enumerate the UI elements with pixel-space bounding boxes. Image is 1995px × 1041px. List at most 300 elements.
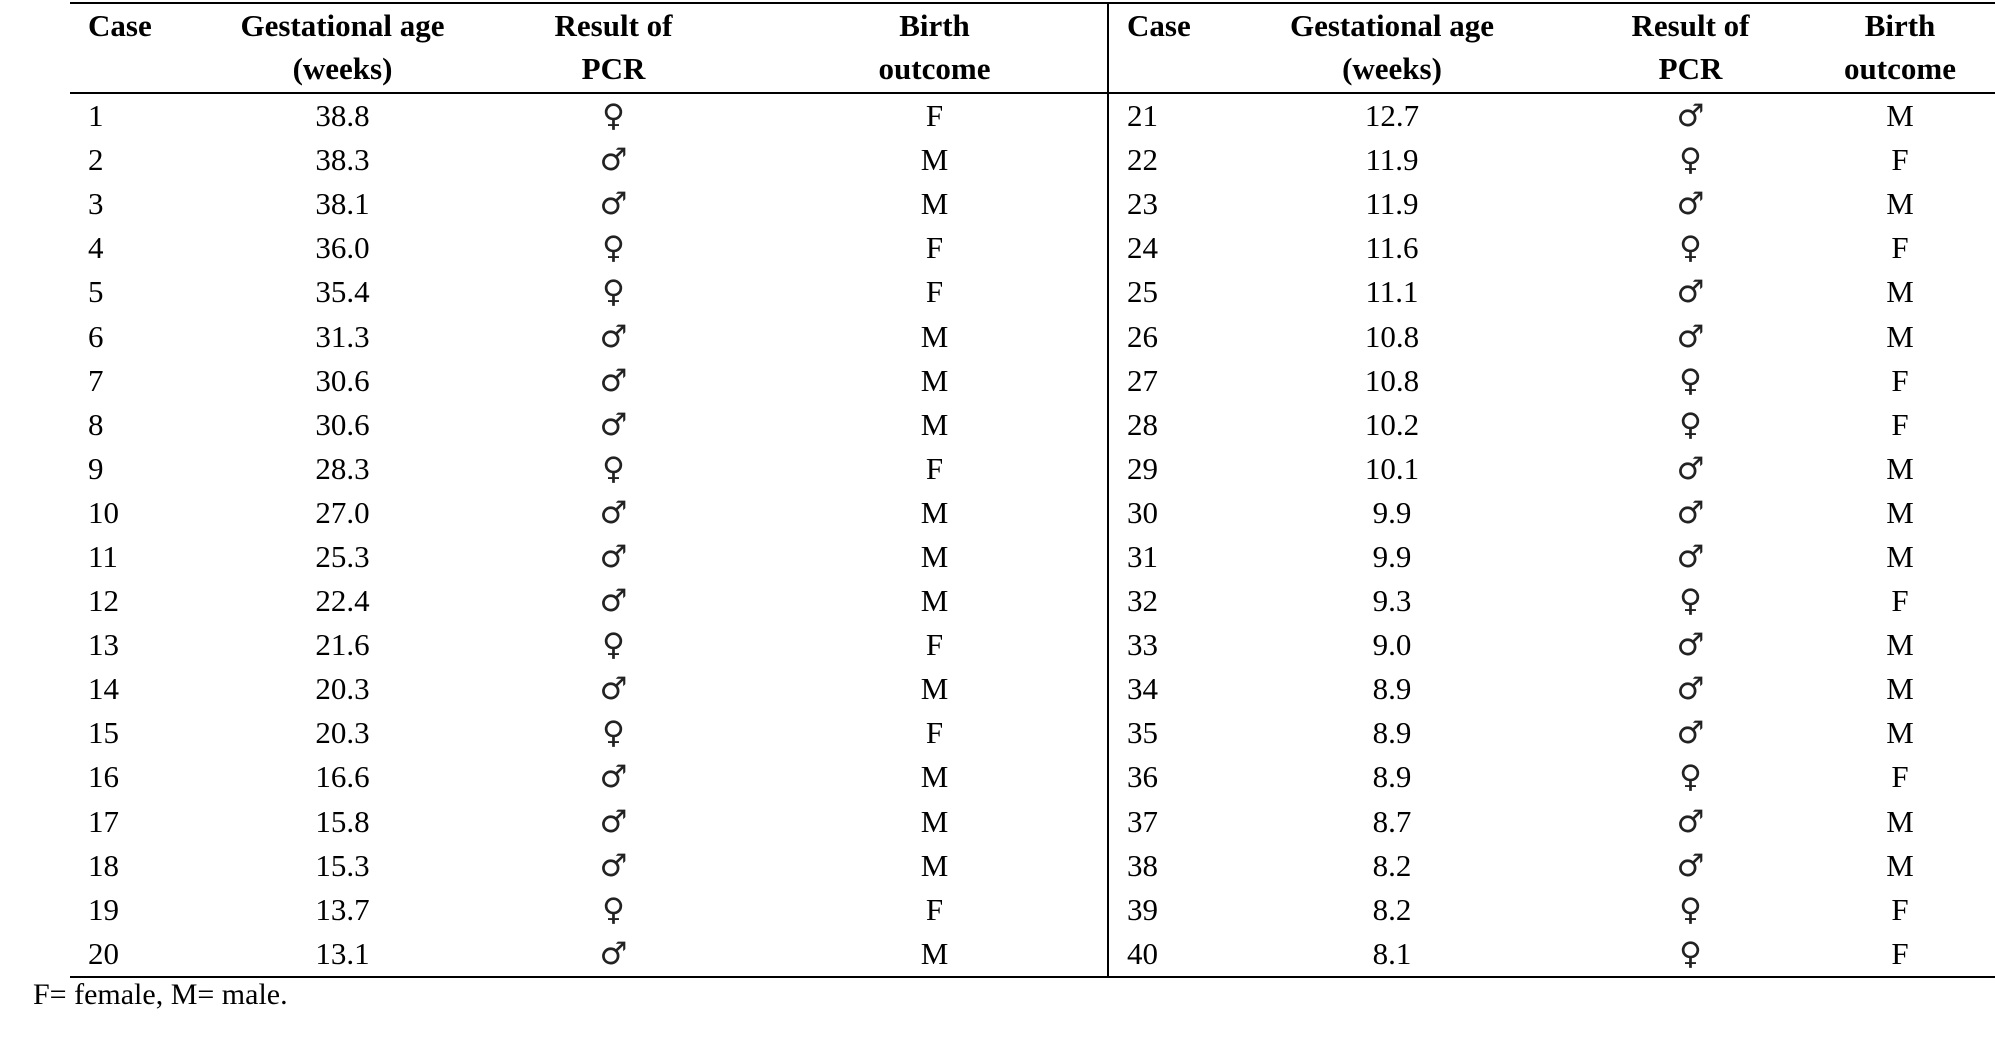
- cell-pcr-result-right: [1576, 623, 1805, 667]
- cell-birth-outcome-right: [1805, 491, 1995, 535]
- cell-case-value: 37: [1127, 803, 1158, 839]
- cell-birth-outcome-value: F: [1891, 935, 1909, 971]
- cell-pcr-result-right: [1576, 359, 1805, 403]
- male-symbol-icon: ♂: [599, 406, 628, 443]
- cell-gestational-age-left: [220, 138, 465, 182]
- cell-gestational-age-right: [1208, 447, 1576, 491]
- cell-gestational-age-value: 13.7: [315, 891, 370, 927]
- cell-case-value: 2: [88, 142, 104, 178]
- cell-pcr-result-left: [465, 844, 762, 888]
- cell-gestational-age-right: [1208, 800, 1576, 844]
- male-symbol-icon: ♂: [599, 847, 628, 884]
- cell-case-left: [70, 535, 220, 579]
- cell-birth-outcome-value: M: [1886, 538, 1914, 574]
- cell-gestational-age-value: 36.0: [315, 230, 370, 266]
- cell-gestational-age-right: [1208, 888, 1576, 932]
- cell-case-value: 36: [1127, 759, 1158, 795]
- cell-pcr-result-left: [465, 93, 762, 138]
- cell-gestational-age-right: [1208, 932, 1576, 977]
- table-row: [70, 844, 1995, 888]
- cell-birth-outcome-value: F: [925, 715, 944, 751]
- cell-birth-outcome-right: [1805, 800, 1995, 844]
- cell-gestational-age-left: [220, 623, 465, 667]
- cell-gestational-age-value: 15.3: [315, 847, 370, 883]
- cell-gestational-age-right: [1208, 623, 1576, 667]
- table-row: [70, 800, 1995, 844]
- cell-gestational-age-right: [1208, 711, 1576, 755]
- cell-birth-outcome-left: [762, 623, 1108, 667]
- cell-birth-outcome-value: M: [920, 759, 949, 795]
- cell-gestational-age-left: [220, 932, 465, 977]
- cell-gestational-age-right: [1208, 314, 1576, 358]
- cell-case-left: [70, 93, 220, 138]
- cell-gestational-age-right: [1208, 359, 1576, 403]
- cell-birth-outcome-left: [762, 226, 1108, 270]
- table-row: [70, 711, 1995, 755]
- header-case-right: [1108, 3, 1208, 93]
- cell-gestational-age-value: 13.1: [315, 935, 370, 971]
- cell-birth-outcome-right: [1805, 755, 1995, 799]
- cell-pcr-result-right: [1576, 800, 1805, 844]
- cell-case-value: 21: [1127, 98, 1158, 134]
- cell-birth-outcome-right: [1805, 270, 1995, 314]
- cell-gestational-age-right: [1208, 138, 1576, 182]
- cell-birth-outcome-left: [762, 667, 1108, 711]
- cell-case-value: 22: [1127, 142, 1158, 178]
- male-symbol-icon: ♂: [1676, 318, 1705, 355]
- cell-pcr-result-right: [1576, 447, 1805, 491]
- cell-pcr-result-right: [1576, 182, 1805, 226]
- cell-pcr-result-left: [465, 138, 762, 182]
- cell-birth-outcome-value: M: [920, 406, 949, 442]
- cell-gestational-age-left: [220, 314, 465, 358]
- cell-gestational-age-left: [220, 93, 465, 138]
- cell-case-value: 31: [1127, 538, 1158, 574]
- cell-case-value: 29: [1127, 450, 1158, 486]
- male-symbol-icon: ♂: [599, 759, 628, 796]
- cell-birth-outcome-left: [762, 182, 1108, 226]
- table-row: [70, 314, 1995, 358]
- cell-birth-outcome-value: M: [1886, 98, 1914, 134]
- cell-gestational-age-left: [220, 844, 465, 888]
- male-symbol-icon: ♂: [1676, 847, 1705, 884]
- female-symbol-icon: ♀: [1679, 230, 1702, 267]
- header-case-label: Case: [88, 8, 152, 43]
- cell-gestational-age-value: 10.2: [1364, 406, 1420, 442]
- male-symbol-icon: ♂: [1676, 627, 1705, 664]
- cell-pcr-result-right: [1576, 93, 1805, 138]
- cell-case-value: 30: [1127, 494, 1158, 530]
- cell-birth-outcome-right: [1805, 844, 1995, 888]
- cell-pcr-result-left: [465, 579, 762, 623]
- cell-gestational-age-value: 8.2: [1372, 847, 1412, 883]
- cell-gestational-age-value: 38.1: [315, 186, 370, 222]
- cell-birth-outcome-value: M: [1886, 494, 1914, 530]
- cell-birth-outcome-value: M: [920, 142, 949, 178]
- table-footnote: F= female, M= male.: [33, 978, 288, 1011]
- cell-gestational-age-left: [220, 888, 465, 932]
- cell-birth-outcome-value: M: [1886, 450, 1914, 486]
- cell-case-left: [70, 182, 220, 226]
- cell-case-right: [1108, 800, 1208, 844]
- cell-birth-outcome-value: F: [925, 98, 944, 134]
- table-row: [70, 403, 1995, 447]
- cell-gestational-age-left: [220, 755, 465, 799]
- cell-birth-outcome-value: F: [1891, 142, 1909, 178]
- cell-case-value: 33: [1127, 627, 1158, 663]
- table-row: [70, 447, 1995, 491]
- cell-gestational-age-right: [1208, 270, 1576, 314]
- cell-birth-outcome-left: [762, 535, 1108, 579]
- header-birth-line2: outcome: [878, 51, 991, 86]
- cell-case-left: [70, 491, 220, 535]
- cell-gestational-age-value: 21.6: [315, 627, 370, 663]
- cell-birth-outcome-value: M: [1886, 803, 1914, 839]
- table-body: [70, 93, 1995, 977]
- cell-pcr-result-left: [465, 711, 762, 755]
- cell-birth-outcome-value: M: [920, 583, 949, 619]
- cell-case-value: 28: [1127, 406, 1158, 442]
- female-symbol-icon: ♀: [1679, 362, 1702, 399]
- cell-pcr-result-left: [465, 800, 762, 844]
- cell-birth-outcome-value: M: [920, 935, 949, 971]
- cell-gestational-age-value: 30.6: [315, 406, 370, 442]
- header-gest-line2: (weeks): [292, 51, 393, 86]
- pcr-results-table: [70, 2, 1995, 978]
- cell-birth-outcome-right: [1805, 182, 1995, 226]
- cell-birth-outcome-value: F: [1891, 406, 1909, 442]
- cell-birth-outcome-right: [1805, 138, 1995, 182]
- table-row: [70, 270, 1995, 314]
- cell-case-value: 18: [88, 847, 119, 883]
- male-symbol-icon: ♂: [599, 186, 628, 223]
- cell-birth-outcome-value: F: [925, 450, 944, 486]
- cell-gestational-age-right: [1208, 491, 1576, 535]
- cell-gestational-age-value: 31.3: [315, 318, 370, 354]
- cell-pcr-result-right: [1576, 535, 1805, 579]
- cell-pcr-result-right: [1576, 755, 1805, 799]
- cell-case-value: 38: [1127, 847, 1158, 883]
- female-symbol-icon: ♀: [602, 450, 625, 487]
- cell-gestational-age-value: 8.9: [1372, 759, 1412, 795]
- cell-case-value: 4: [88, 230, 104, 266]
- cell-gestational-age-left: [220, 800, 465, 844]
- cell-pcr-result-right: [1576, 711, 1805, 755]
- cell-birth-outcome-right: [1805, 623, 1995, 667]
- header-case-label: Case: [1127, 8, 1191, 43]
- cell-case-value: 20: [88, 935, 119, 971]
- cell-gestational-age-value: 11.6: [1365, 230, 1419, 266]
- cell-case-right: [1108, 270, 1208, 314]
- cell-birth-outcome-right: [1805, 932, 1995, 977]
- female-symbol-icon: ♀: [602, 274, 625, 311]
- cell-pcr-result-right: [1576, 270, 1805, 314]
- header-gestational-age-left: [220, 3, 465, 93]
- table-header: [70, 3, 1995, 93]
- cell-birth-outcome-left: [762, 932, 1108, 977]
- cell-case-right: [1108, 182, 1208, 226]
- cell-gestational-age-left: [220, 447, 465, 491]
- cell-case-value: 5: [88, 274, 104, 310]
- cell-gestational-age-value: 8.1: [1372, 935, 1412, 971]
- cell-case-value: 7: [88, 362, 104, 398]
- cell-gestational-age-right: [1208, 226, 1576, 270]
- cell-case-value: 32: [1127, 583, 1158, 619]
- cell-birth-outcome-left: [762, 888, 1108, 932]
- female-symbol-icon: ♀: [602, 891, 625, 928]
- cell-case-value: 3: [88, 186, 104, 222]
- cell-birth-outcome-right: [1805, 579, 1995, 623]
- cell-gestational-age-right: [1208, 844, 1576, 888]
- cell-case-left: [70, 844, 220, 888]
- cell-case-right: [1108, 755, 1208, 799]
- cell-case-value: 15: [88, 715, 119, 751]
- header-birth-line1: Birth: [899, 8, 970, 43]
- cell-gestational-age-value: 9.9: [1372, 494, 1412, 530]
- cell-pcr-result-left: [465, 535, 762, 579]
- header-gest-line1: Gestational age: [240, 8, 445, 43]
- cell-birth-outcome-value: M: [920, 494, 949, 530]
- female-symbol-icon: ♀: [602, 627, 625, 664]
- cell-case-right: [1108, 491, 1208, 535]
- header-pcr-right: [1576, 3, 1805, 93]
- cell-birth-outcome-right: [1805, 359, 1995, 403]
- cell-gestational-age-right: [1208, 667, 1576, 711]
- cell-birth-outcome-left: [762, 579, 1108, 623]
- cell-birth-outcome-value: M: [920, 803, 949, 839]
- cell-gestational-age-value: 38.3: [315, 142, 370, 178]
- cell-birth-outcome-left: [762, 270, 1108, 314]
- cell-gestational-age-left: [220, 667, 465, 711]
- cell-case-value: 10: [88, 494, 119, 530]
- table-row: [70, 226, 1995, 270]
- male-symbol-icon: ♂: [599, 318, 628, 355]
- cell-pcr-result-left: [465, 403, 762, 447]
- cell-gestational-age-value: 38.8: [315, 98, 370, 134]
- cell-birth-outcome-value: M: [1886, 847, 1914, 883]
- cell-case-value: 9: [88, 450, 104, 486]
- cell-case-value: 12: [88, 583, 119, 619]
- cell-birth-outcome-value: F: [925, 274, 944, 310]
- cell-case-value: 17: [88, 803, 119, 839]
- cell-birth-outcome-left: [762, 491, 1108, 535]
- cell-case-right: [1108, 93, 1208, 138]
- cell-pcr-result-left: [465, 667, 762, 711]
- cell-case-right: [1108, 138, 1208, 182]
- cell-gestational-age-value: 20.3: [315, 671, 370, 707]
- cell-birth-outcome-left: [762, 447, 1108, 491]
- cell-case-left: [70, 800, 220, 844]
- cell-pcr-result-left: [465, 623, 762, 667]
- cell-gestational-age-left: [220, 226, 465, 270]
- header-pcr-line1: Result of: [554, 8, 673, 43]
- cell-case-left: [70, 226, 220, 270]
- header-gest-line1: Gestational age: [1289, 8, 1495, 43]
- header-pcr-left: [465, 3, 762, 93]
- cell-case-right: [1108, 579, 1208, 623]
- cell-pcr-result-left: [465, 932, 762, 977]
- cell-birth-outcome-value: M: [920, 671, 949, 707]
- cell-gestational-age-left: [220, 711, 465, 755]
- male-symbol-icon: ♂: [599, 583, 628, 620]
- cell-birth-outcome-right: [1805, 403, 1995, 447]
- cell-pcr-result-right: [1576, 491, 1805, 535]
- cell-case-value: 40: [1127, 935, 1158, 971]
- cell-case-value: 14: [88, 671, 119, 707]
- cell-pcr-result-left: [465, 182, 762, 226]
- cell-birth-outcome-value: F: [925, 230, 944, 266]
- cell-gestational-age-left: [220, 182, 465, 226]
- cell-birth-outcome-value: F: [925, 891, 944, 927]
- table-row: [70, 755, 1995, 799]
- cell-case-right: [1108, 932, 1208, 977]
- table-row: [70, 888, 1995, 932]
- male-symbol-icon: ♂: [599, 362, 628, 399]
- cell-gestational-age-value: 9.9: [1372, 538, 1412, 574]
- cell-case-value: 1: [88, 98, 104, 134]
- cell-birth-outcome-value: M: [920, 318, 949, 354]
- pcr-results-table-container: [70, 2, 1995, 978]
- cell-pcr-result-left: [465, 314, 762, 358]
- cell-gestational-age-value: 10.8: [1364, 362, 1420, 398]
- cell-birth-outcome-right: [1805, 888, 1995, 932]
- cell-birth-outcome-value: F: [1891, 891, 1909, 927]
- header-birth-outcome-left: [762, 3, 1108, 93]
- male-symbol-icon: ♂: [1676, 450, 1705, 487]
- cell-case-left: [70, 711, 220, 755]
- male-symbol-icon: ♂: [1676, 538, 1705, 575]
- table-row: [70, 182, 1995, 226]
- cell-birth-outcome-value: F: [1891, 362, 1909, 398]
- cell-birth-outcome-value: M: [920, 186, 949, 222]
- cell-case-right: [1108, 314, 1208, 358]
- cell-birth-outcome-value: M: [1886, 627, 1914, 663]
- cell-case-right: [1108, 359, 1208, 403]
- cell-case-right: [1108, 226, 1208, 270]
- cell-case-left: [70, 623, 220, 667]
- header-birth-line1: Birth: [1864, 8, 1936, 43]
- female-symbol-icon: ♀: [1679, 759, 1702, 796]
- cell-birth-outcome-left: [762, 755, 1108, 799]
- female-symbol-icon: ♀: [602, 230, 625, 267]
- cell-case-value: 27: [1127, 362, 1158, 398]
- cell-gestational-age-right: [1208, 535, 1576, 579]
- cell-birth-outcome-left: [762, 844, 1108, 888]
- male-symbol-icon: ♂: [1676, 671, 1705, 708]
- male-symbol-icon: ♂: [1676, 186, 1705, 223]
- cell-birth-outcome-left: [762, 800, 1108, 844]
- header-birth-outcome-right: [1805, 3, 1995, 93]
- cell-case-left: [70, 447, 220, 491]
- cell-gestational-age-right: [1208, 93, 1576, 138]
- male-symbol-icon: ♂: [1676, 494, 1705, 531]
- table-row: [70, 138, 1995, 182]
- cell-gestational-age-value: 8.9: [1372, 671, 1412, 707]
- cell-case-right: [1108, 535, 1208, 579]
- cell-gestational-age-value: 8.2: [1372, 891, 1412, 927]
- cell-gestational-age-value: 11.1: [1365, 274, 1419, 310]
- cell-case-right: [1108, 711, 1208, 755]
- cell-case-left: [70, 314, 220, 358]
- cell-birth-outcome-value: M: [1886, 318, 1914, 354]
- cell-case-right: [1108, 623, 1208, 667]
- cell-case-value: 8: [88, 406, 104, 442]
- cell-case-value: 25: [1127, 274, 1158, 310]
- female-symbol-icon: ♀: [1679, 406, 1702, 443]
- cell-case-value: 39: [1127, 891, 1158, 927]
- cell-gestational-age-value: 28.3: [315, 450, 370, 486]
- cell-birth-outcome-value: M: [1886, 715, 1914, 751]
- cell-gestational-age-right: [1208, 182, 1576, 226]
- male-symbol-icon: ♂: [599, 671, 628, 708]
- table-row: [70, 535, 1995, 579]
- cell-case-value: 13: [88, 627, 119, 663]
- cell-gestational-age-value: 16.6: [315, 759, 370, 795]
- cell-gestational-age-value: 12.7: [1364, 98, 1420, 134]
- male-symbol-icon: ♂: [1676, 715, 1705, 752]
- cell-case-left: [70, 403, 220, 447]
- cell-case-right: [1108, 403, 1208, 447]
- cell-gestational-age-left: [220, 270, 465, 314]
- cell-gestational-age-value: 10.1: [1364, 450, 1420, 486]
- cell-birth-outcome-right: [1805, 535, 1995, 579]
- cell-gestational-age-value: 15.8: [315, 803, 370, 839]
- cell-gestational-age-value: 11.9: [1365, 142, 1419, 178]
- table-row: [70, 623, 1995, 667]
- cell-gestational-age-value: 9.0: [1372, 627, 1412, 663]
- cell-birth-outcome-left: [762, 711, 1108, 755]
- cell-pcr-result-left: [465, 888, 762, 932]
- cell-case-value: 35: [1127, 715, 1158, 751]
- cell-gestational-age-value: 27.0: [315, 494, 370, 530]
- cell-pcr-result-right: [1576, 667, 1805, 711]
- header-pcr-line2: PCR: [581, 51, 646, 86]
- cell-birth-outcome-value: M: [920, 538, 949, 574]
- male-symbol-icon: ♂: [599, 935, 628, 972]
- cell-pcr-result-left: [465, 270, 762, 314]
- header-birth-line2: outcome: [1844, 51, 1956, 86]
- cell-case-value: 23: [1127, 186, 1158, 222]
- cell-case-left: [70, 932, 220, 977]
- male-symbol-icon: ♂: [599, 538, 628, 575]
- cell-pcr-result-right: [1576, 314, 1805, 358]
- cell-birth-outcome-right: [1805, 314, 1995, 358]
- cell-gestational-age-right: [1208, 755, 1576, 799]
- header-gestational-age-right: [1208, 3, 1576, 93]
- cell-case-left: [70, 755, 220, 799]
- cell-pcr-result-left: [465, 755, 762, 799]
- header-pcr-line2: PCR: [1658, 51, 1723, 86]
- table-row: [70, 667, 1995, 711]
- cell-gestational-age-left: [220, 359, 465, 403]
- header-case-left: [70, 3, 220, 93]
- cell-birth-outcome-value: F: [1891, 230, 1909, 266]
- cell-gestational-age-left: [220, 535, 465, 579]
- cell-gestational-age-left: [220, 491, 465, 535]
- cell-case-value: 24: [1127, 230, 1158, 266]
- cell-case-value: 26: [1127, 318, 1158, 354]
- header-pcr-line1: Result of: [1631, 8, 1750, 43]
- cell-gestational-age-value: 8.9: [1372, 715, 1412, 751]
- header-gest-line2: (weeks): [1342, 51, 1442, 86]
- cell-birth-outcome-value: M: [920, 362, 949, 398]
- cell-gestational-age-value: 11.9: [1365, 186, 1419, 222]
- table-row: [70, 359, 1995, 403]
- cell-case-value: 6: [88, 318, 104, 354]
- table-row: [70, 491, 1995, 535]
- female-symbol-icon: ♀: [602, 715, 625, 752]
- male-symbol-icon: ♂: [1676, 803, 1705, 840]
